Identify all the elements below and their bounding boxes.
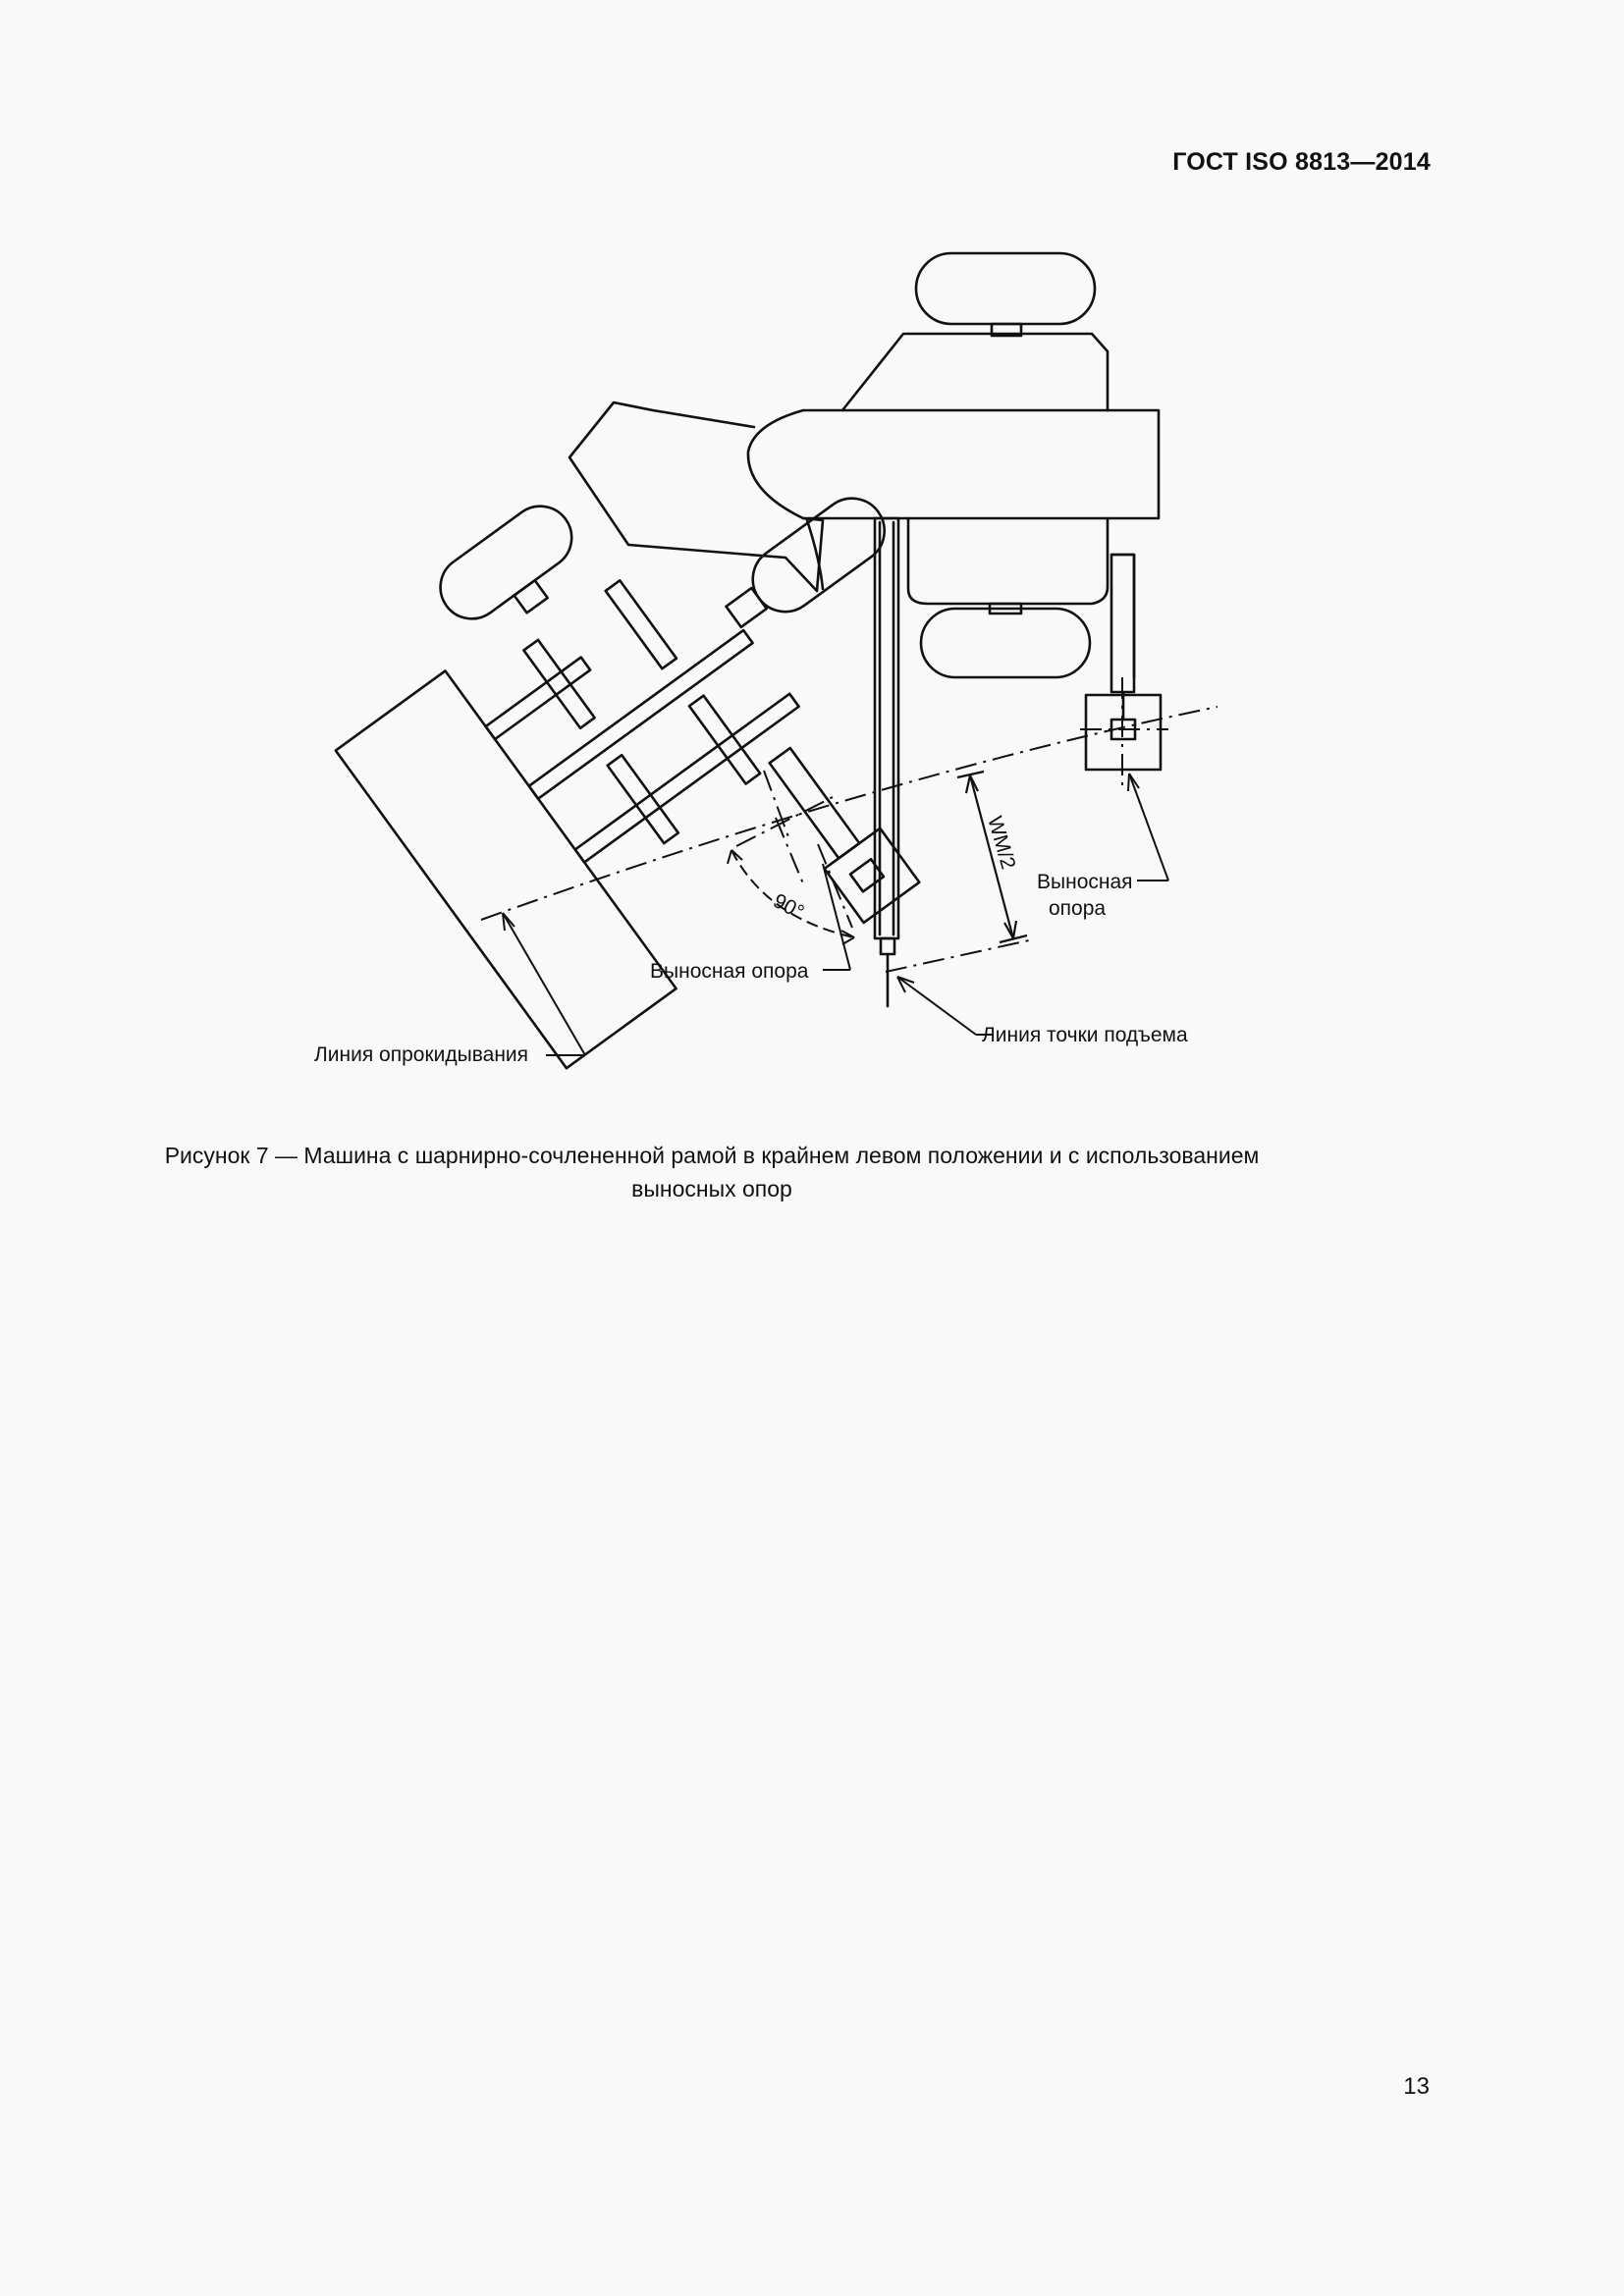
front-frame (287, 343, 1068, 1114)
outrigger-right-label-line2: опора (1049, 897, 1107, 920)
outrigger-left-label: Выносная опора (650, 960, 809, 983)
caption-line-2: выносных опор (631, 1176, 792, 1201)
lift-point-line (886, 940, 1029, 972)
outrigger-right-label-line1: Выносная (1037, 871, 1133, 893)
figure-7 (0, 0, 1624, 1129)
front-top-wheel (428, 494, 584, 631)
dimension-label: WM/2 (983, 814, 1020, 873)
page-number: 13 (1403, 2073, 1430, 2100)
articulated-machine-drawing (0, 0, 1624, 1129)
caption-line-1: Рисунок 7 — Машина с шарнирно-сочлененной рамой в крайнем левом положении и с использованием (164, 1143, 1260, 1168)
angle-arc (731, 850, 854, 937)
rear-bottom-wheel (921, 609, 1090, 677)
lift-point-line-label: Линия точки подъема (982, 1024, 1188, 1046)
left-outrigger-pad (825, 828, 920, 923)
tipping-line-label: Линия опрокидывания (314, 1043, 529, 1066)
figure-caption (147, 1139, 1276, 1205)
engine-hood (842, 334, 1108, 410)
angle-label: 90° (769, 889, 808, 925)
lift-boom (875, 518, 898, 938)
main-beam (748, 410, 1159, 518)
document-header: ГОСТ ISO 8813—2014 (1172, 148, 1431, 176)
rear-top-wheel (916, 253, 1095, 324)
